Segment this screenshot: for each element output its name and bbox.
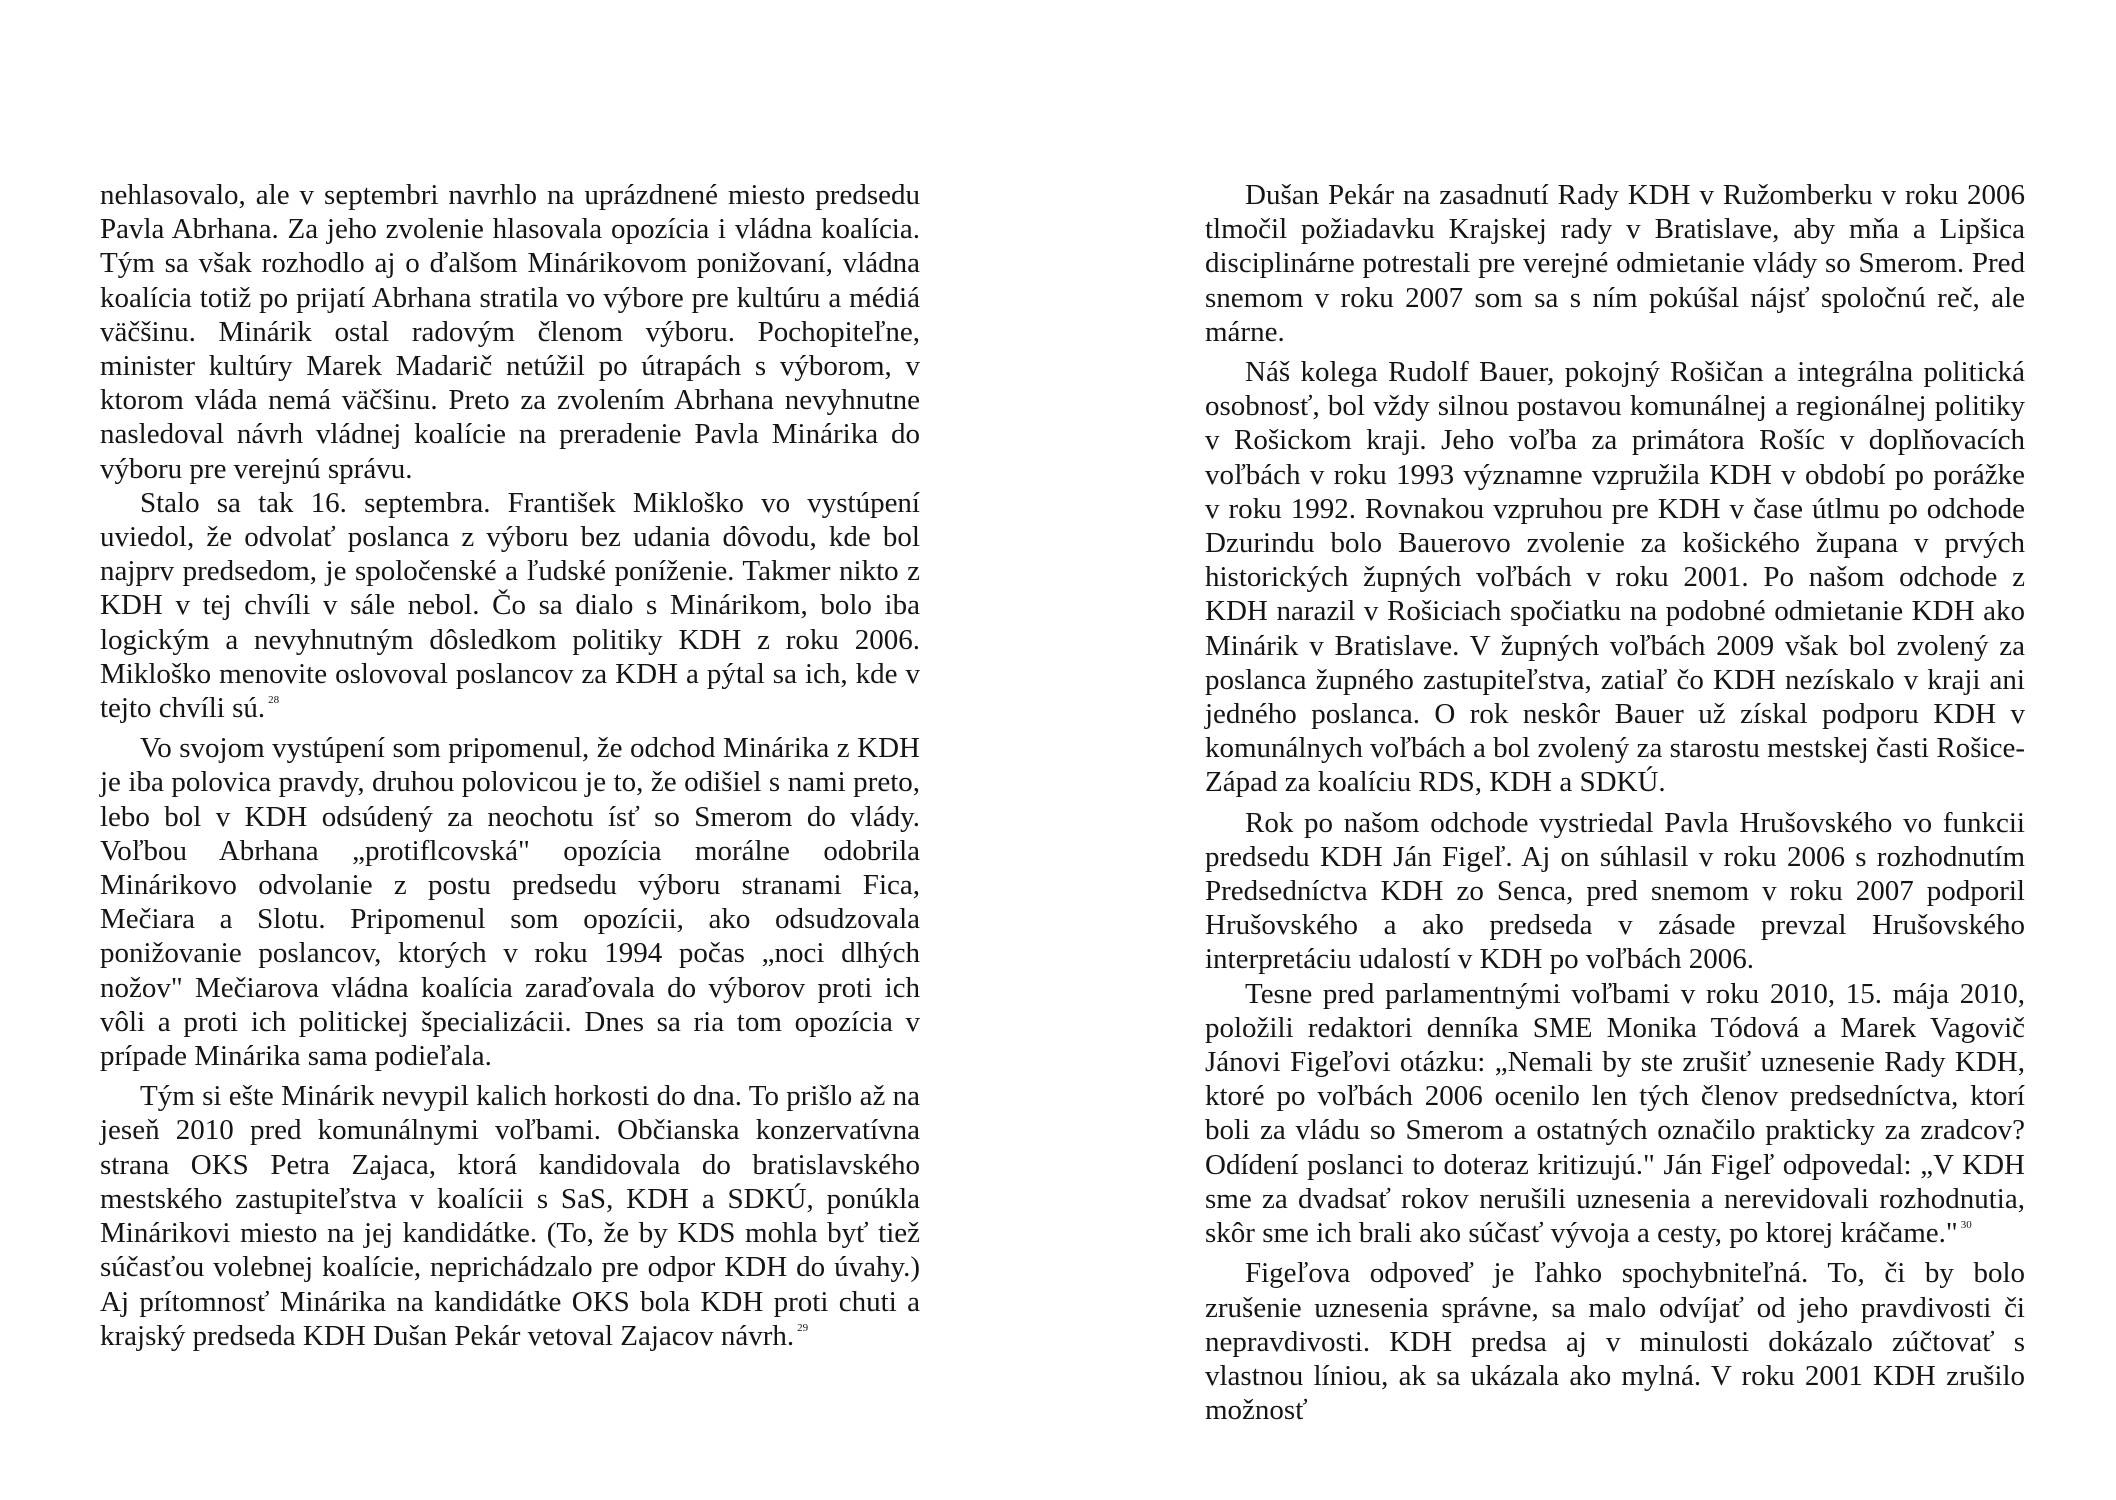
paragraph: Tesne pred parlamentnými voľbami v roku 2010, 15. mája 2010, položili redaktori denníka SME Monika Tódová a Marek Vagovič Jánovi Figeľovi otázku: „Nemali by ste zrušiť uznesenie Rady KDH, ktoré po voľbách 2006 ocenilo len tých členov predsedníctva, ktorí boli za vládu so Smerom a ostatných označilo prakticky za zradcov? Odídení poslanci to doteraz kritizujú." Ján Figeľ odpovedal: „V KDH sme za dvadsať rokov nerušili uznesenia a nerevidovali rozhodnutia, skôr sme ich brali ako súčasť vývoja a cesty, po ktorej kráčame." $^{30}$ [1205, 977, 2025, 1250]
paragraph: Vo svojom vystúpení som pripomenul, že odchod Minárika z KDH je iba polovica pravdy, druhou polovicou je to, že odišiel s nami preto, lebo bol v KDH odsúdený za neochotu ísť so Smerom do vlády. Voľbou Abrhana „protiflcovská" opozícia morálne odobrila Minárikovo odvolanie z postu predsedu výboru stranami Fica, Mečiara a Slotu. Pripomenul som opozícii, ako odsudzovala ponižovanie poslancov, ktorých v roku 1994 počas „noci dlhých nožov" Mečiarova vládna koalícia zaraďovala do výborov proti ich vôli a proti ich politickej špecializácii. Dnes sa ria tom opozícia v prípade Minárika sama podieľala. [100, 732, 920, 1073]
paragraph: Figeľova odpoveď je ľahko spochybniteľná. To, či by bolo zrušenie uznesenia správne, sa malo odvíjať od jeho pravdivosti či nepravdivosti. KDH predsa aj v minulosti dokázalo zúčtovať s vlastnou líniou, ak sa ukázala ako mylná. V roku 2001 KDH zrušilo možnosť [1205, 1257, 2025, 1427]
paragraph: Náš kolega Rudolf Bauer, pokojný Rošičan a integrálna politická osobnosť, bol vždy silnou postavou komunálnej a regionálnej politiky v Rošickom kraji. Jeho voľba za primátora Rošíc v doplňovacích voľbách v roku 1993 významne vzpružila KDH v období po porážke v roku 1992. Rovnakou vzpruhou pre KDH v čase útlmu po odchode Dzurindu bolo Bauerovo zvolenie za košického župana v prvých historických župných voľbách v roku 2001. Po našom odchode z KDH narazil v Rošiciach spočiatku na podobné odmietanie KDH ako Minárik v Bratislave. V župných voľbách 2009 však bol zvolený za poslanca župného zastupiteľstva, zatiaľ čo KDH nezískalo v kraji ani jedného poslanca. O rok neskôr Bauer už získal podporu KDH v komunálnych voľbách a bol zvolený za starostu mestskej časti Rošice-Západ za koalíciu RDS, KDH a SDKÚ. [1205, 356, 2025, 799]
paragraph: Tým si ešte Minárik nevypil kalich horkosti do dna. To prišlo až na jeseň 2010 pred komunálnymi voľbami. Občianska konzervatívna strana OKS Petra Zajaca, ktorá kandidovala do bratislavského mestského zastupiteľstva v koalícii s SaS, KDH a SDKÚ, ponúkla Minárikovi miesto na jej kandidátke. (To, že by KDS mohla byť tiež súčasťou volebnej koalície, neprichádzalo pre odpor KDH do úvahy.) Aj prítomnosť Minárika na kandidátke OKS bola KDH proti chuti a krajský predseda KDH Dušan Pekár vetoval Zajacov návrh. $^{29}$ [100, 1080, 920, 1352]
paragraph: Dušan Pekár na zasadnutí Rady KDH v Ružomberku v roku 2006 tlmočil požiadavku Krajskej rady v Bratislave, aby mňa a Lipšica disciplinárne potrestali pre verejné odmietanie vlády so Smerom. Pred snemom v roku 2007 som sa s ním pokúšal nájsť spoločnú reč, ale márne. [1205, 179, 2025, 348]
right-text-column [1205, 178, 2025, 1427]
paragraph: Stalo sa tak 16. septembra. František Mikloško vo vystúpení uviedol, že odvolať poslanca z výboru bez udania dôvodu, kde bol najprv predsedom, je spoločenské a ľudské poníženie. Takmer nikto z KDH v tej chvíli v sále nebol. Čo sa dialo s Minárikom, bolo iba logickým a nevyhnutným dôsledkom politiky KDH z roku 2006. Mikloško menovite oslovoval poslancov za KDH a pýtal sa ich, kde v tejto chvíli sú. $^{28}$ [100, 486, 920, 725]
right-page [1058, 0, 2116, 1500]
paragraph: nehlasovalo, ale v septembri navrhlo na uprázdnené miesto predsedu Pavla Abrhana. Za jeho zvolenie hlasovala opozícia i vládna koalícia. Tým sa však rozhodlo aj o ďalšom Minárikovom ponižovaní, vládna koalícia totiž po prijatí Abrhana stratila vo výbore pre kultúru a médiá väčšinu. Minárik ostal radovým členom výboru. Pochopiteľne, minister kultúry Marek Madarič netúžil po útrapách s výborom, v ktorom vláda nemá väčšinu. Preto za zvolením Abrhana nevyhnutne nasledoval návrh vládnej koalície na preradenie Pavla Minárika do výboru pre verejnú správu. [100, 179, 920, 485]
footnote-ref: 30 [1960, 1219, 1972, 1232]
left-text-column [100, 178, 920, 1353]
footnote-ref: 28 [268, 694, 280, 707]
footnote-ref: 29 [797, 1321, 809, 1334]
paragraph: Rok po našom odchode vystriedal Pavla Hrušovského vo funkcii predsedu KDH Ján Figeľ. Aj on súhlasil v roku 2006 s rozhodnutím Predsedníctva KDH zo Senca, pred snemom v roku 2007 podporil Hrušovského a ako predseda v zásade prevzal Hrušovského interpretáciu udalostí v KDH po voľbách 2006. [1205, 806, 2025, 976]
